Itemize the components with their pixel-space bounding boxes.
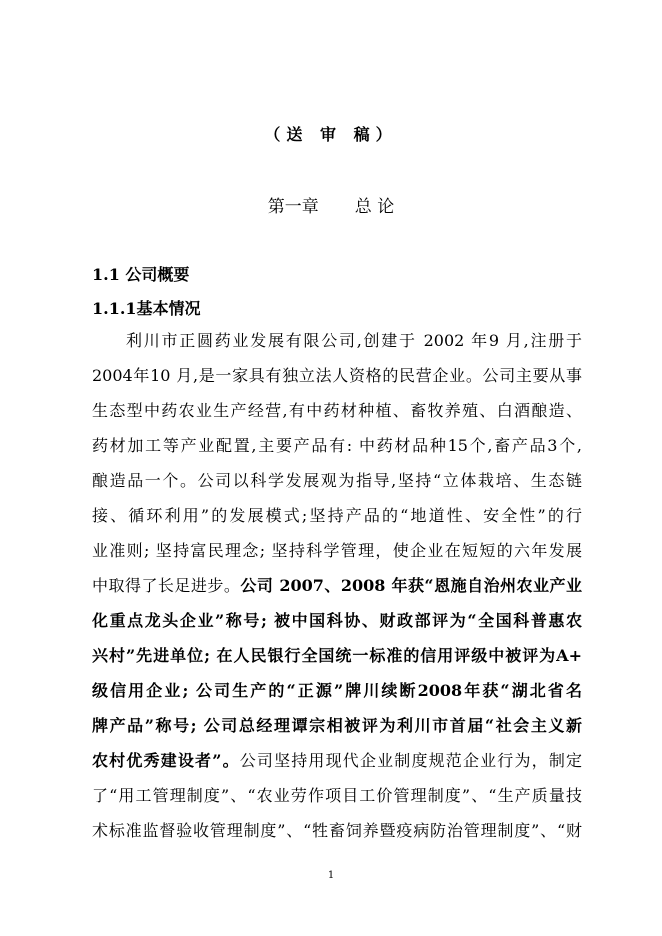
paragraph-text: 中取得了长足进步。 <box>92 576 241 595</box>
paragraph-line <box>92 751 582 786</box>
paragraph-bold-text: 农村优秀建设者”。 <box>92 751 240 770</box>
body-paragraph <box>92 331 582 856</box>
paragraph-line: 酿造品一个。公司以科学发展观为指导,坚持“立体栽培、生态链 <box>92 471 582 490</box>
section-heading-1-1-1: 1.1.1基本情况 <box>92 299 201 318</box>
paragraph-bold-text: 公司 2007、2008 年获“恩施自治州农业产业 <box>240 576 582 595</box>
paragraph-line: 了“用工管理制度”、“农业劳作项目工价管理制度”、“生产质量技 <box>92 786 582 805</box>
chapter-title: 总 论 <box>354 197 395 217</box>
chapter-number: 第一章 <box>267 197 319 217</box>
paragraph-line: 接、循环利用”的发展模式;坚持产品的“地道性、安全性”的行 <box>92 506 582 525</box>
draft-label: （送 审 稿） <box>264 125 398 144</box>
paragraph-line: 业准则; 坚持富民理念; 坚持科学管理，使企业在短短的六年发展 <box>92 541 582 560</box>
paragraph-line: 牌产品”称号; 公司总经理谭宗相被评为利川市首届“社会主义新 <box>92 716 582 735</box>
section-heading-1-1: 1.1 公司概要 <box>92 265 190 284</box>
paragraph-line: 兴村”先进单位; 在人民银行全国统一标准的信用评级中被评为A+ <box>92 646 582 665</box>
chapter-heading <box>0 192 662 217</box>
page-number: 1 <box>327 870 335 881</box>
paragraph-line: 术标准监督验收管理制度”、“牲畜饲养暨疫病防治管理制度”、“财 <box>92 821 582 840</box>
paragraph-line: 级信用企业; 公司生产的“正源”牌川续断2008年获“湖北省名 <box>92 681 582 700</box>
paragraph-line: 2004年10 月,是一家具有独立法人资格的民营企业。公司主要从事 <box>92 366 582 385</box>
paragraph-line: 生态型中药农业生产经营,有中药材种植、畜牧养殖、白酒酿造、 <box>92 401 582 420</box>
paragraph-line <box>92 576 582 611</box>
paragraph-text: 公司坚持用现代企业制度规范企业行为，制定 <box>239 751 582 770</box>
paragraph-line: 化重点龙头企业”称号; 被中国科协、财政部评为“全国科普惠农 <box>92 611 582 630</box>
paragraph-line: 利川市正圆药业发展有限公司,创建于 2002 年9 月,注册于 <box>126 331 582 350</box>
paragraph-line: 药材加工等产业配置,主要产品有: 中药材品种15个,畜产品3个, <box>92 436 582 455</box>
